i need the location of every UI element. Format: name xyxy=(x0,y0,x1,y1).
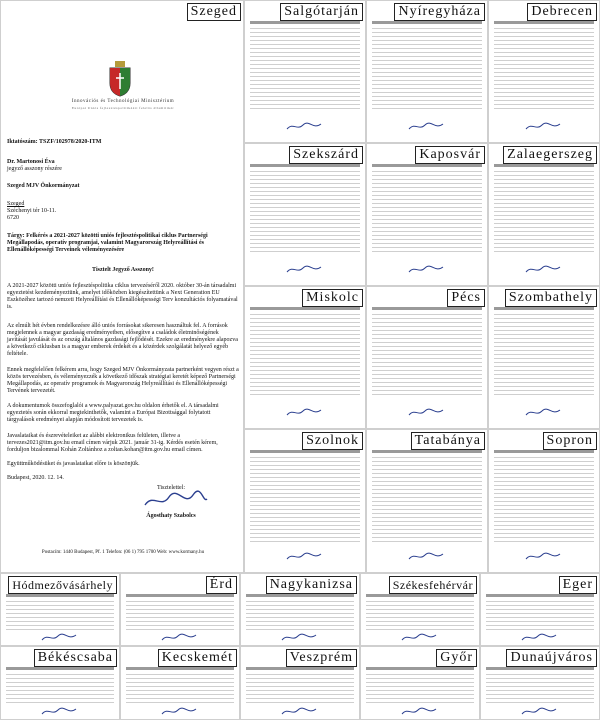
ministry-subtitle: Európai Uniós fejlesztéspolitikáért felelős államtitkár xyxy=(71,106,175,110)
paragraph-6: Együttműködésüket és javaslataikat előre is köszönjük. xyxy=(7,461,140,467)
body-text-lines xyxy=(494,168,594,255)
letter-tile xyxy=(480,646,600,720)
city-stamp: Szolnok xyxy=(302,432,363,450)
letter-tile xyxy=(240,573,360,646)
body-text-lines xyxy=(246,671,354,705)
letter-tile xyxy=(488,0,600,143)
letter-tile xyxy=(0,646,120,720)
city-stamp: Miskolc xyxy=(302,289,363,307)
signature-icon xyxy=(160,631,200,643)
city-stamp: Salgótarján xyxy=(280,3,363,21)
signature-icon xyxy=(524,263,564,275)
recipient-office: Szeged MJV Önkormányzat xyxy=(7,183,80,189)
body-text-lines xyxy=(372,168,482,255)
body-text-lines xyxy=(366,671,474,705)
city-stamp: Nyíregyháza xyxy=(394,3,485,21)
subject-line xyxy=(494,21,594,24)
signature-icon xyxy=(285,406,325,418)
body-text-lines xyxy=(126,671,234,705)
signature-icon xyxy=(40,705,80,717)
paragraph-1: A 2021-2027 közötti uniós fejlesztéspolitika ciklus tervezéséről 2020. október 30-án társadalmi egyeztetést kezdeményeztünk, amelyet időközben kiegészítettünk a Next Generation EU Eszközéhez tartozó nemzeti Helyreállítási és Ellenállóképességi Terv konzultációs folyamatával is. xyxy=(7,283,238,310)
address-zip: 6720 xyxy=(7,215,19,221)
recipient-title: jegyző asszony részére xyxy=(7,166,62,172)
subject-line xyxy=(494,164,594,167)
letter-tile xyxy=(244,286,366,429)
subject-line xyxy=(486,594,594,597)
subject-line xyxy=(250,307,360,310)
city-stamp: Békéscsaba xyxy=(34,649,117,667)
subject-line xyxy=(494,307,594,310)
signature-icon xyxy=(400,705,440,717)
signature-icon xyxy=(285,120,325,132)
closing: Tisztelettel: xyxy=(156,485,186,491)
subject-line xyxy=(250,450,360,453)
signature-icon xyxy=(40,631,80,643)
letter-tile xyxy=(120,646,240,720)
body-text-lines xyxy=(246,598,354,631)
letter-tile xyxy=(244,143,366,286)
letter-tile xyxy=(480,573,600,646)
subject-line xyxy=(372,164,482,167)
letter-tile xyxy=(488,286,600,429)
letter-tile xyxy=(244,429,366,573)
body-text-lines xyxy=(366,598,474,631)
city-stamp: Szekszárd xyxy=(289,146,363,164)
ministry-title: Innovációs és Technológiai Minisztérium xyxy=(71,99,175,104)
signature-icon xyxy=(160,705,200,717)
signer-name: Ágosthaty Szabolcs xyxy=(146,513,196,519)
city-stamp: Szeged xyxy=(187,3,241,21)
body-text-lines xyxy=(486,598,594,631)
signature-icon xyxy=(285,550,325,562)
subject-line xyxy=(372,21,482,24)
signature-icon xyxy=(524,120,564,132)
city-stamp: Zalaegerszeg xyxy=(503,146,597,164)
city-stamp: Győr xyxy=(436,649,477,667)
city-stamp: Hódmezővásárhely xyxy=(8,576,117,594)
letter-tile xyxy=(366,429,488,573)
signature-icon xyxy=(520,631,560,643)
address-street: Széchenyi tér 10-11. xyxy=(7,208,57,214)
city-stamp: Veszprém xyxy=(286,649,357,667)
reference-number: Iktatószám: TSZF/102978/2020-ITM xyxy=(7,139,102,145)
body-text-lines xyxy=(372,454,482,542)
letter-tile xyxy=(366,0,488,143)
city-stamp: Eger xyxy=(559,576,597,594)
letter-tile xyxy=(366,286,488,429)
paragraph-4: A dokumentumok összefoglalói a www.palyazat.gov.hu oldalon érhetők el. A társadalmi egyeztetés során ekkorral megtekinthetők, valamint a Európai Bizottsággal folytatott tárgyalások eredményei alapján módosított tervezetek is. xyxy=(7,403,219,423)
subject-line xyxy=(6,594,114,597)
signature-icon xyxy=(285,263,325,275)
subject-line xyxy=(246,594,354,597)
signature-icon xyxy=(524,550,564,562)
signature-icon xyxy=(280,631,320,643)
city-stamp: Kaposvár xyxy=(415,146,485,164)
signature-icon xyxy=(407,550,447,562)
city-stamp: Pécs xyxy=(447,289,485,307)
body-text-lines xyxy=(372,311,482,398)
paragraph-2: Az elmúlt hét évben rendelkezésre álló uniós forrásokat sikeresen használtuk fel. A források megjelennek a magyar gazdaság eredményeiben, elősegítve a családok életminőségének javítását javulását és az ország általános gazdasági fejlődését. Ezekre az eredményekre alapozva a következő ciklusban is a magyar emberek érdekét és a közérdek szolgálatát helyező egyéb feltétele. xyxy=(7,323,238,357)
subject-line xyxy=(6,667,114,670)
signature-icon xyxy=(520,705,560,717)
subject-line xyxy=(486,667,594,670)
city-stamp: Tatabánya xyxy=(411,432,485,450)
letter-tile xyxy=(360,573,480,646)
signature-icon xyxy=(407,120,447,132)
signature-icon xyxy=(141,489,211,511)
subject-line xyxy=(366,667,474,670)
body-text-lines xyxy=(250,311,360,398)
body-text-lines xyxy=(494,25,594,112)
subject-line xyxy=(366,594,474,597)
subject-line xyxy=(246,667,354,670)
subject-line xyxy=(372,307,482,310)
ministry-name xyxy=(1,99,245,111)
salutation: Tisztelt Jegyző Asszony! xyxy=(92,267,154,273)
body-text-lines xyxy=(250,168,360,255)
letter-tile xyxy=(360,646,480,720)
letter-tile xyxy=(120,573,240,646)
main-letter xyxy=(0,0,244,573)
signature-icon xyxy=(407,263,447,275)
letter-tile xyxy=(366,143,488,286)
coat-of-arms-icon xyxy=(105,61,135,97)
recipient-name: Dr. Martonosi Éva xyxy=(7,159,55,165)
body-text-lines xyxy=(6,598,114,631)
body-text-lines xyxy=(494,311,594,398)
letter-tile xyxy=(244,0,366,143)
body-text-lines xyxy=(6,671,114,705)
city-stamp: Dunaújváros xyxy=(506,649,597,667)
body-text-lines xyxy=(250,454,360,542)
body-text-lines xyxy=(372,25,482,112)
body-text-lines xyxy=(486,671,594,705)
letter-date: Budapest, 2020. 12. 14. xyxy=(7,475,64,481)
signature-icon xyxy=(407,406,447,418)
body-text-lines xyxy=(126,598,234,631)
paragraph-5: Javaslataikat és észrevételeiket az alábbi elektronikus felületen, illetve a tervezes2021@itm.gov.hu email címen várjuk 2021. január 31-ig. Kérdés esetén kérem, forduljon bizalommal Kohán Zoltánhoz a zoltan.kohan@itm.gov.hu email címen. xyxy=(7,433,218,453)
subject-line xyxy=(494,450,594,453)
city-stamp: Debrecen xyxy=(527,3,597,21)
address-city: Szeged xyxy=(7,201,25,207)
signature-icon xyxy=(400,631,440,643)
body-text-lines xyxy=(250,25,360,112)
city-stamp: Székesfehérvár xyxy=(389,576,477,594)
letter-tile xyxy=(488,143,600,286)
subject-line xyxy=(126,594,234,597)
subject-line xyxy=(250,21,360,24)
city-stamp: Nagykanizsa xyxy=(266,576,357,594)
subject-line xyxy=(372,450,482,453)
subject-line xyxy=(250,164,360,167)
paragraph-3: Ennek megfelelően felkérem arra, hogy Szeged MJV Önkormányzata partnerként vegyen részt a közös tervezésben, és véleményezzék a következő időszak stratégiai keretét képező Partnerségi Megállapodás, az operatív programok és Magyarország Helyreállítási és Ellenállóképességi Tervének tervezetét. xyxy=(7,367,239,394)
city-stamp: Sopron xyxy=(543,432,597,450)
subject-line xyxy=(126,667,234,670)
body-text-lines xyxy=(494,454,594,542)
letter-tile xyxy=(488,429,600,573)
letter-footer: Postacím: 1440 Budapest, Pf. 1 Telefon: (06 1) 795 1700 Web: www.kormany.hu xyxy=(41,550,205,555)
city-stamp: Szombathely xyxy=(505,289,597,307)
letter-tile xyxy=(0,573,120,646)
city-stamp: Kecskemét xyxy=(158,649,237,667)
subject: Tárgy: Felkérés a 2021-2027 közötti uniós fejlesztéspolitikai ciklus Partnerségi Megállapodás, operatív programjai, valamint Magyarország Helyreállítási és Ellenállóképességi Terveinek véleményezésére xyxy=(7,233,208,253)
signature-icon xyxy=(280,705,320,717)
letter-tile xyxy=(240,646,360,720)
signature-icon xyxy=(524,406,564,418)
city-stamp: Érd xyxy=(206,576,237,594)
